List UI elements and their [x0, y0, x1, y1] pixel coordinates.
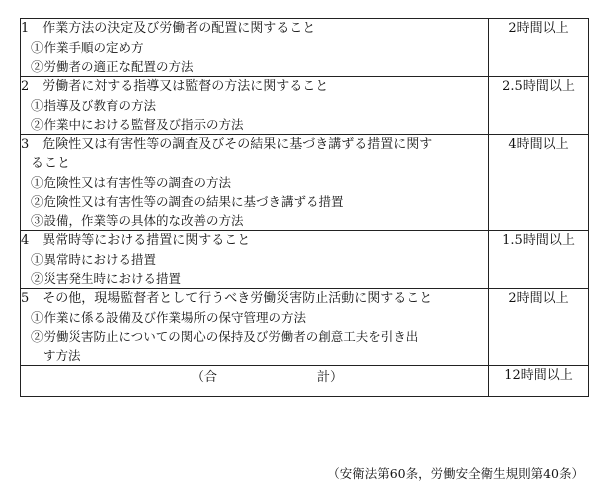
item-3-sub-1: ①危険性又は有害性等の調査の方法 [31, 175, 232, 190]
curriculum-table [20, 18, 589, 397]
item-4-title: 4 異常時等における措置に関すること [21, 233, 251, 248]
total-hours: 12時間以上 [489, 366, 589, 397]
item-3-hours: 4時間以上 [489, 135, 589, 231]
table-row [21, 289, 589, 366]
source-note: （安衛法第60条，労働安全衛生規則第40条） [327, 466, 584, 481]
item-2-content [21, 77, 489, 135]
item-3-sub-2: ②危険性又は有害性等の調査の結果に基づき講ずる措置 [31, 194, 344, 209]
item-4-hours: 1.5時間以上 [489, 231, 589, 289]
item-2-sub-2: ②作業中における監督及び指示の方法 [31, 117, 244, 132]
item-4-content [21, 231, 489, 289]
item-1-hours: 2時間以上 [489, 19, 589, 77]
item-5-sub-2-line-2: す方法 [43, 348, 81, 363]
item-1-sub-1: ①作業手順の定め方 [31, 40, 144, 55]
item-3-sub-3: ③設備，作業等の具体的な改善の方法 [31, 213, 244, 228]
table-row [21, 77, 589, 135]
item-5-hours: 2時間以上 [489, 289, 589, 366]
item-5-title: 5 その他，現場監督者として行うべき労働災害防止活動に関すること [21, 291, 433, 306]
item-5-content [21, 289, 489, 366]
item-3-title-line-2: ること [31, 156, 71, 171]
item-2-sub-1: ①指導及び教育の方法 [31, 98, 157, 113]
item-1-content [21, 19, 489, 77]
item-1-sub-2: ②労働者の適正な配置の方法 [31, 59, 194, 74]
total-label [21, 366, 489, 397]
table-row [21, 135, 589, 231]
item-2-hours: 2.5時間以上 [489, 77, 589, 135]
table-row [21, 231, 589, 289]
total-close: 計） [317, 370, 344, 385]
item-5-sub-2-line-1: ②労働災害防止についての関心の保持及び労働者の創意工夫を引き出 [31, 329, 419, 344]
item-1-title: 1 作業方法の決定及び労働者の配置に関すること [21, 21, 316, 36]
total-row [21, 366, 589, 397]
item-2-title: 2 労働者に対する指導又は監督の方法に関すること [21, 79, 329, 94]
item-5-sub-1: ①作業に係る設備及び作業場所の保守管理の方法 [31, 310, 307, 325]
table-row [21, 19, 589, 77]
item-3-title-line-1: 3 危険性又は有害性等の調査及びその結果に基づき講ずる措置に関す [21, 137, 433, 152]
total-open: （合 [191, 370, 218, 385]
item-4-sub-2: ②災害発生時における措置 [31, 271, 182, 286]
item-4-sub-1: ①異常時における措置 [31, 252, 157, 267]
item-3-content [21, 135, 489, 231]
